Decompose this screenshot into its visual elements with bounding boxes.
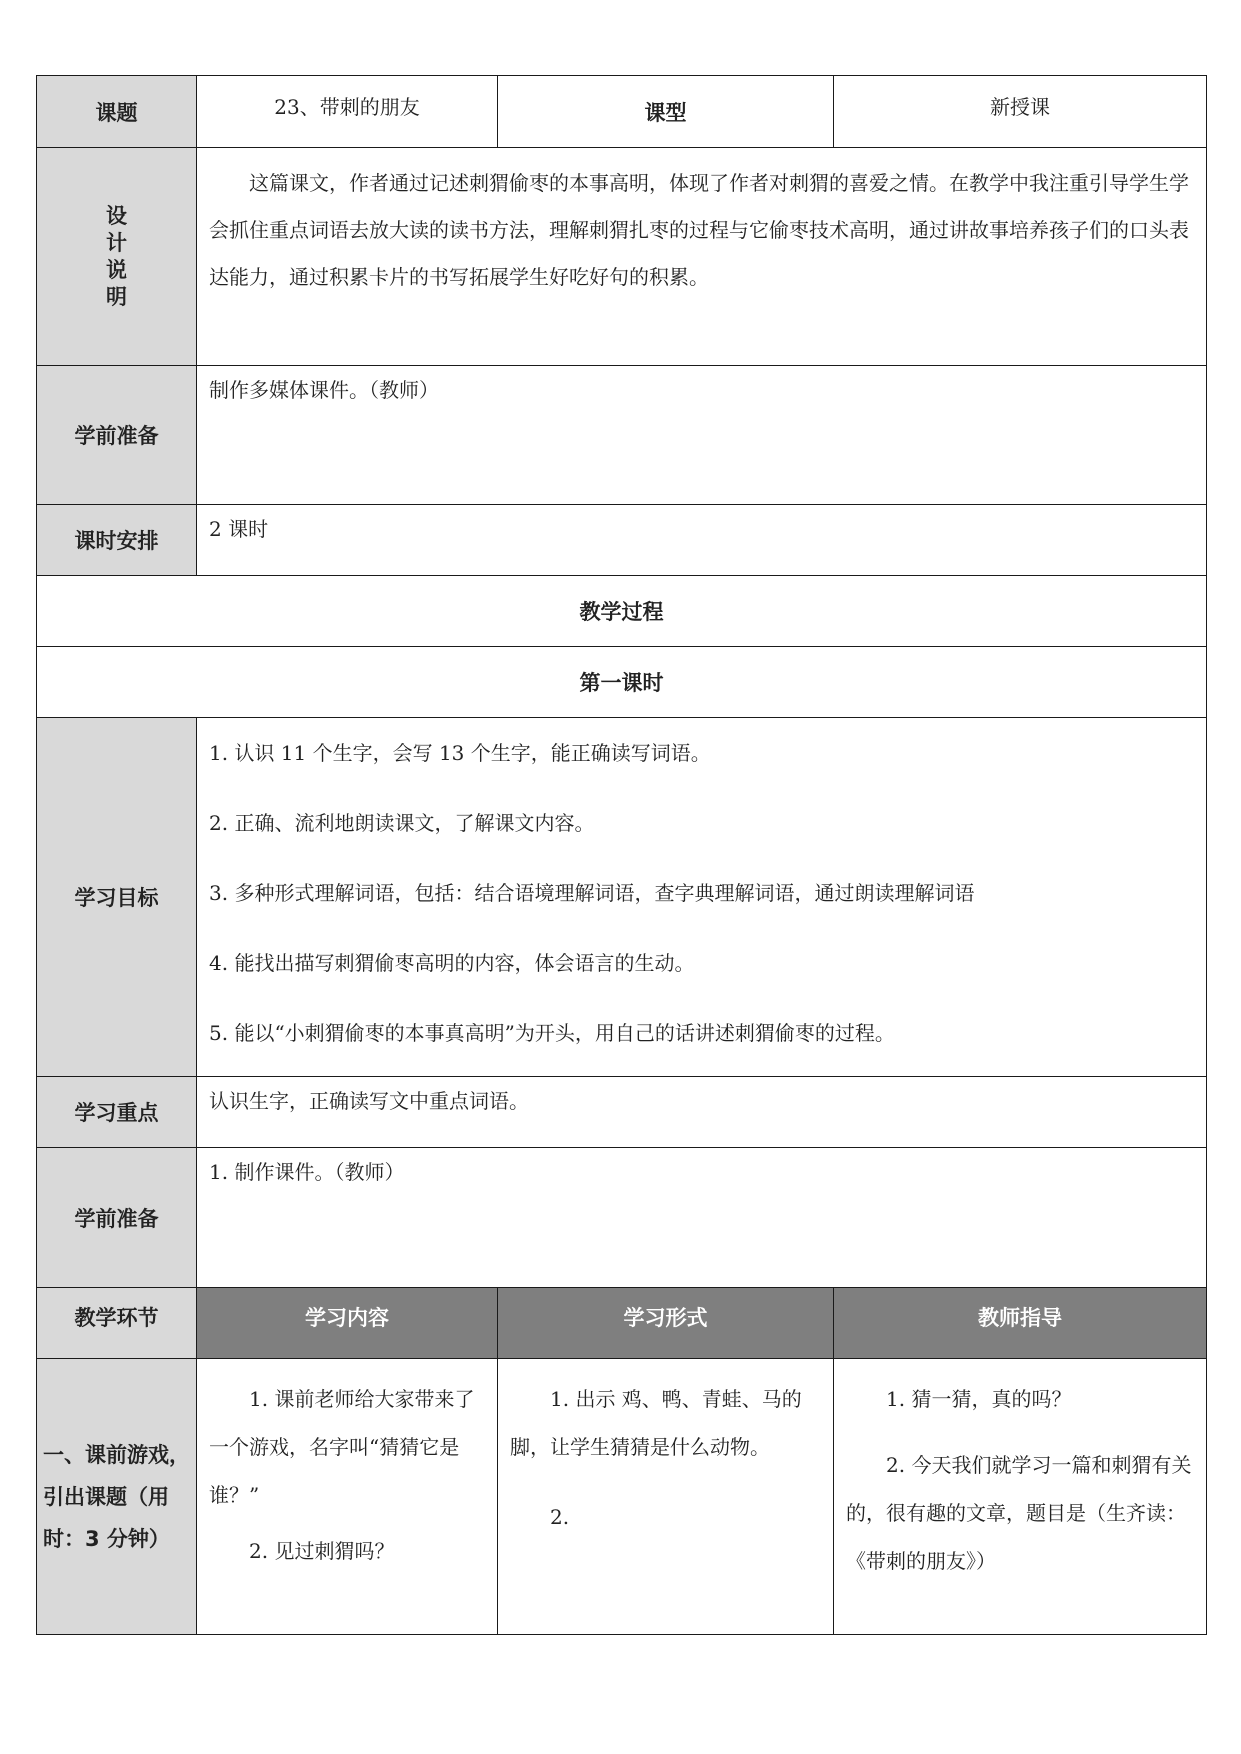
design-row (37, 148, 1207, 366)
type-value: 新授课 (834, 76, 1207, 148)
topic-value: 23、带刺的朋友 (197, 76, 498, 148)
key-point-label: 学习重点 (37, 1077, 197, 1148)
schedule-label: 课时安排 (37, 505, 197, 576)
design-text-cell (197, 148, 1207, 366)
form-item: 1. 出示 鸡、鸭、青蛙、马的脚，让学生猜猜是什么动物。 (510, 1387, 802, 1459)
prep2-text: 1. 制作课件。（教师） (197, 1148, 1207, 1288)
content-item: 1. 课前老师给大家带来了一个游戏，名字叫“猜猜它是谁？” (209, 1387, 475, 1507)
prep1-text: 制作多媒体课件。（教师） (197, 366, 1207, 505)
process-title: 教学过程 (37, 576, 1207, 647)
objective-item: 4. 能找出描写刺猬偷枣高明的内容，体会语言的生动。 (209, 951, 695, 975)
col-guide-header: 教师指导 (834, 1288, 1207, 1359)
lesson-title: 第一课时 (37, 647, 1207, 718)
objective-item: 5. 能以“小刺猬偷枣的本事真高明”为开头，用自己的话讲述刺猬偷枣的过程。 (209, 1021, 895, 1045)
objectives-list (197, 718, 1207, 1077)
prep2-label: 学前准备 (37, 1148, 197, 1288)
key-point-row (37, 1077, 1207, 1148)
schedule-row (37, 505, 1207, 576)
design-text: 这篇课文，作者通过记述刺猬偷枣的本事高明，体现了作者对刺猬的喜爱之情。在教学中我注重引导学生学会抓住重点词语去放大读的读书方法，理解刺猬扎枣的过程与它偷枣技术高明，通过讲故事培养孩子们的口头表达能力，通过积累卡片的书写拓展学生好吃好句的积累。 (209, 171, 1189, 289)
stage-1-label: 一、课前游戏，引出课题（用时：3 分钟） (37, 1359, 197, 1635)
objective-item: 1. 认识 11 个生字，会写 13 个生字，能正确读写词语。 (209, 741, 711, 765)
topic-label: 课题 (37, 76, 197, 148)
content-item: 2. 见过刺猬吗？ (249, 1539, 395, 1563)
stage-1-form (498, 1359, 834, 1635)
prep1-label: 学前准备 (37, 366, 197, 505)
header-row (37, 76, 1207, 148)
col-content-header: 学习内容 (197, 1288, 498, 1359)
prep2-row (37, 1148, 1207, 1288)
objective-item: 3. 多种形式理解词语，包括：结合语境理解词语，查字典理解词语，通过朗读理解词语 (209, 881, 975, 905)
schedule-text: 2 课时 (197, 505, 1207, 576)
objective-item: 2. 正确、流利地朗读课文，了解课文内容。 (209, 811, 595, 835)
guide-item: 2. 今天我们就学习一篇和刺猬有关的，很有趣的文章，题目是（生齐读：《带刺的朋友》） (846, 1453, 1192, 1573)
lesson-plan-table (36, 75, 1207, 1635)
guide-item: 1. 猜一猜，真的吗？ (886, 1387, 1072, 1411)
design-label-cell (37, 148, 197, 366)
design-label: 设计说明 (106, 203, 127, 309)
objectives-label: 学习目标 (37, 718, 197, 1077)
lesson-title-row (37, 647, 1207, 718)
process-title-row (37, 576, 1207, 647)
stage-row-1 (37, 1359, 1207, 1635)
stage-1-guide (834, 1359, 1207, 1635)
columns-header-row (37, 1288, 1207, 1359)
stage-1-content (197, 1359, 498, 1635)
prep1-row (37, 366, 1207, 505)
type-label: 课型 (498, 76, 834, 148)
col-stage-header: 教学环节 (37, 1288, 197, 1359)
objectives-row (37, 718, 1207, 1077)
col-form-header: 学习形式 (498, 1288, 834, 1359)
key-point-text: 认识生字，正确读写文中重点词语。 (197, 1077, 1207, 1148)
form-item: 2. (550, 1505, 570, 1529)
